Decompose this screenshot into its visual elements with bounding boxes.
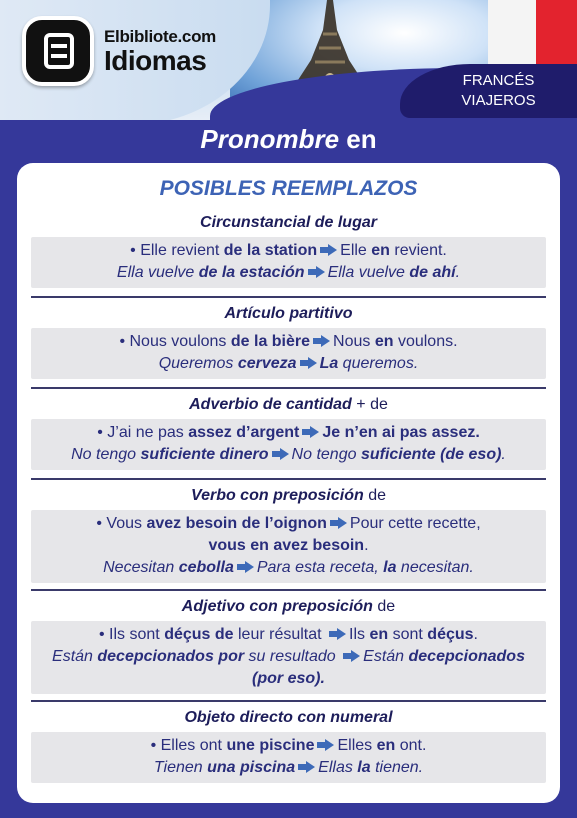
section-heading: Artículo partitivo bbox=[224, 305, 353, 322]
badge-language: FRANCÉS bbox=[462, 72, 535, 89]
example-box bbox=[31, 621, 546, 694]
title-main: Pronombre bbox=[200, 124, 340, 154]
french-example: • Nous voulons de la bière Nous en voulons. bbox=[119, 333, 458, 350]
french-example: • J’ai ne pas assez d’argent Je n’en ai pas assez. bbox=[97, 424, 480, 441]
page-title bbox=[0, 124, 577, 155]
arrow-right-icon bbox=[302, 426, 319, 438]
french-example: • Elles ont une piscine Elles en ont. bbox=[150, 737, 427, 754]
example-box bbox=[31, 732, 546, 783]
arrow-right-icon bbox=[329, 628, 346, 640]
badge-level: VIAJEROS bbox=[461, 92, 536, 109]
section-cantidad bbox=[31, 389, 546, 470]
arrow-right-icon bbox=[298, 761, 315, 773]
section-heading: Verbo con preposición de bbox=[190, 487, 386, 504]
example-box bbox=[31, 237, 546, 288]
spanish-example: Tienen una piscina Ellas la tienen. bbox=[153, 759, 424, 776]
card-title: POSIBLES REEMPLAZOS bbox=[159, 177, 418, 200]
section-partitivo bbox=[31, 298, 546, 379]
section-adjetivo bbox=[31, 591, 546, 694]
spanish-example: Ella vuelve de la estación Ella vuelve de ahí. bbox=[116, 264, 461, 281]
spanish-example: Están decepcionados por su resultado Están decepcionados bbox=[52, 648, 525, 665]
french-example: • Ils sont déçus de leur résultat Ils en sont déçus. bbox=[99, 626, 478, 643]
french-example: • Elle revient de la station Elle en revient. bbox=[130, 242, 447, 259]
spanish-example: No tengo suficiente dinero No tengo suficiente (de eso). bbox=[71, 446, 506, 463]
section-verbo bbox=[31, 480, 546, 583]
spanish-example-cont: (por eso). bbox=[252, 670, 325, 687]
spanish-example: Queremos cerveza La queremos. bbox=[158, 355, 419, 372]
section-heading: Adjetivo con preposición de bbox=[181, 598, 396, 615]
brand-site: Elbibliote.com bbox=[104, 27, 216, 46]
section-heading: Circunstancial de lugar bbox=[200, 214, 377, 231]
example-box bbox=[31, 510, 546, 583]
section-lugar bbox=[31, 207, 546, 288]
french-example: • Vous avez besoin de l’oignon Pour cette recette, bbox=[96, 515, 481, 532]
section-numeral bbox=[31, 702, 546, 783]
example-box bbox=[31, 328, 546, 379]
book-logo-icon bbox=[22, 16, 94, 86]
brand-logo[interactable] bbox=[22, 16, 216, 86]
course-badge bbox=[400, 64, 577, 118]
arrow-right-icon bbox=[272, 448, 289, 460]
spanish-example: Necesitan cebolla Para esta receta, la necesitan. bbox=[103, 559, 474, 576]
section-heading: Objeto directo con numeral bbox=[184, 709, 393, 726]
arrow-right-icon bbox=[313, 335, 330, 347]
arrow-right-icon bbox=[300, 357, 317, 369]
arrow-right-icon bbox=[317, 739, 334, 751]
arrow-right-icon bbox=[343, 650, 360, 662]
example-box bbox=[31, 419, 546, 470]
section-heading: Adverbio de cantidad + de bbox=[189, 396, 388, 413]
content-card bbox=[17, 163, 560, 803]
french-example-cont: vous en avez besoin. bbox=[208, 537, 369, 554]
arrow-right-icon bbox=[330, 517, 347, 529]
arrow-right-icon bbox=[320, 244, 337, 256]
arrow-right-icon bbox=[308, 266, 325, 278]
brand-name: Idiomas bbox=[104, 45, 207, 76]
arrow-right-icon bbox=[237, 561, 254, 573]
title-pronoun: en bbox=[346, 124, 377, 154]
